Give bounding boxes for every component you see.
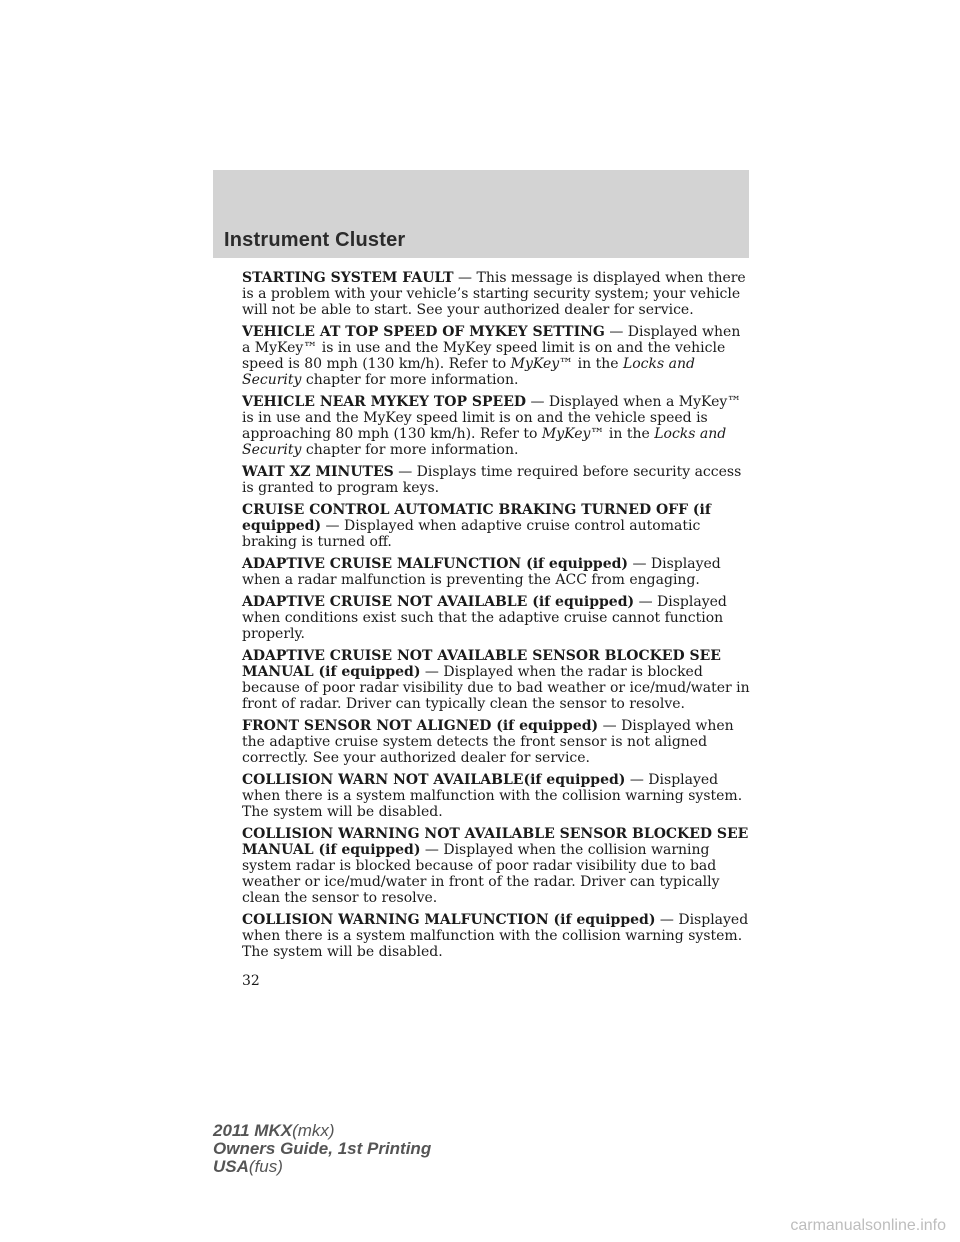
footer-region-code: (fus): [248, 1157, 283, 1176]
message-description: — Displayed when a MyKey™ is in use and the MyKey speed limit is on and the vehicle speed is approaching 80 mph (130 km/h). Refer to: [242, 394, 742, 442]
message-entry: [242, 556, 752, 588]
message-entry: [242, 394, 752, 458]
cross-reference: MyKey™: [510, 356, 574, 372]
footer-model: 2011 MKX: [213, 1121, 293, 1140]
message-term: COLLISION WARN NOT AVAILABLE(if equipped): [242, 772, 626, 788]
page-number: 32: [242, 973, 260, 989]
watermark: carmanualsonline.info: [790, 1217, 946, 1234]
message-definitions: [242, 270, 752, 966]
message-term: VEHICLE NEAR MYKEY TOP SPEED: [242, 394, 527, 410]
message-entry: [242, 502, 752, 550]
cross-reference: Locks and Security: [242, 356, 695, 388]
message-term: ADAPTIVE CRUISE MALFUNCTION (if equipped): [242, 556, 629, 572]
message-description: — Displayed when adaptive cruise control automatic braking is turned off.: [242, 518, 701, 550]
message-description: in the: [604, 426, 655, 442]
message-entry: [242, 464, 752, 496]
message-description: — Displayed when the adaptive cruise system detects the front sensor is not aligned correctly. See your authorized dealer for service.: [242, 718, 734, 766]
section-header-band: [213, 170, 749, 258]
message-description: in the: [573, 356, 623, 372]
message-description: — Displayed when there is a system malfunction with the collision warning system. The system will be disabled.: [242, 772, 743, 820]
message-term: COLLISION WARNING MALFUNCTION (if equipped): [242, 912, 656, 928]
footer-model-line: [213, 1122, 431, 1140]
message-term: ADAPTIVE CRUISE NOT AVAILABLE (if equipped): [242, 594, 635, 610]
message-description: — Displayed when a MyKey™ is in use and the MyKey speed limit is on and the vehicle speed is 80 mph (130 km/h). Refer to: [242, 324, 741, 372]
message-description: — Displayed when a radar malfunction is preventing the ACC from engaging.: [242, 556, 721, 588]
message-term: STARTING SYSTEM FAULT: [242, 270, 454, 286]
message-description: — This message is displayed when there is a problem with your vehicle’s starting security system; your vehicle will not be able to start. See your authorized dealer for service.: [242, 270, 746, 318]
message-term: ADAPTIVE CRUISE NOT AVAILABLE SENSOR BLOCKED SEE MANUAL (if equipped): [242, 648, 721, 680]
message-entry: [242, 718, 752, 766]
message-term: VEHICLE AT TOP SPEED OF MYKEY SETTING: [242, 324, 605, 340]
footer-model-code: (mkx): [292, 1121, 335, 1140]
cross-reference: MyKey™: [541, 426, 605, 442]
cross-reference: Locks and Security: [242, 426, 727, 458]
message-term: WAIT XZ MINUTES: [242, 464, 394, 480]
message-entry: [242, 648, 752, 712]
message-description: — Displays time required before security access is granted to program keys.: [242, 464, 742, 496]
message-description: — Displayed when the radar is blocked because of poor radar visibility due to bad weather or ice/mud/water in front of radar. Driver can typically clean the sensor to resolve.: [242, 664, 750, 712]
message-entry: [242, 324, 752, 388]
footer-guide: Owners Guide, 1st Printing: [213, 1139, 432, 1158]
footer-region-line: [213, 1158, 431, 1176]
footer-guide-line: [213, 1140, 431, 1158]
print-footer: [213, 1122, 431, 1176]
message-term: CRUISE CONTROL AUTOMATIC BRAKING TURNED OFF (if equipped): [242, 502, 711, 534]
message-description: chapter for more information.: [301, 372, 519, 388]
message-description: — Displayed when there is a system malfunction with the collision warning system. The system will be disabled.: [242, 912, 749, 960]
message-description: chapter for more information.: [301, 442, 519, 458]
message-entry: [242, 270, 752, 318]
message-entry: [242, 912, 752, 960]
section-title: Instrument Cluster: [224, 229, 406, 251]
message-description: — Displayed when conditions exist such that the adaptive cruise cannot function properly.: [242, 594, 727, 642]
message-entry: [242, 594, 752, 642]
message-description: — Displayed when the collision warning system radar is blocked because of poor radar visibility due to bad weather or ice/mud/water in front of the radar. Driver can typically clean the sensor to resolve.: [242, 842, 720, 906]
message-term: FRONT SENSOR NOT ALIGNED (if equipped): [242, 718, 599, 734]
message-entry: [242, 772, 752, 820]
message-entry: [242, 826, 752, 906]
message-term: COLLISION WARNING NOT AVAILABLE SENSOR BLOCKED SEE MANUAL (if equipped): [242, 826, 749, 858]
footer-region: USA: [213, 1157, 249, 1176]
